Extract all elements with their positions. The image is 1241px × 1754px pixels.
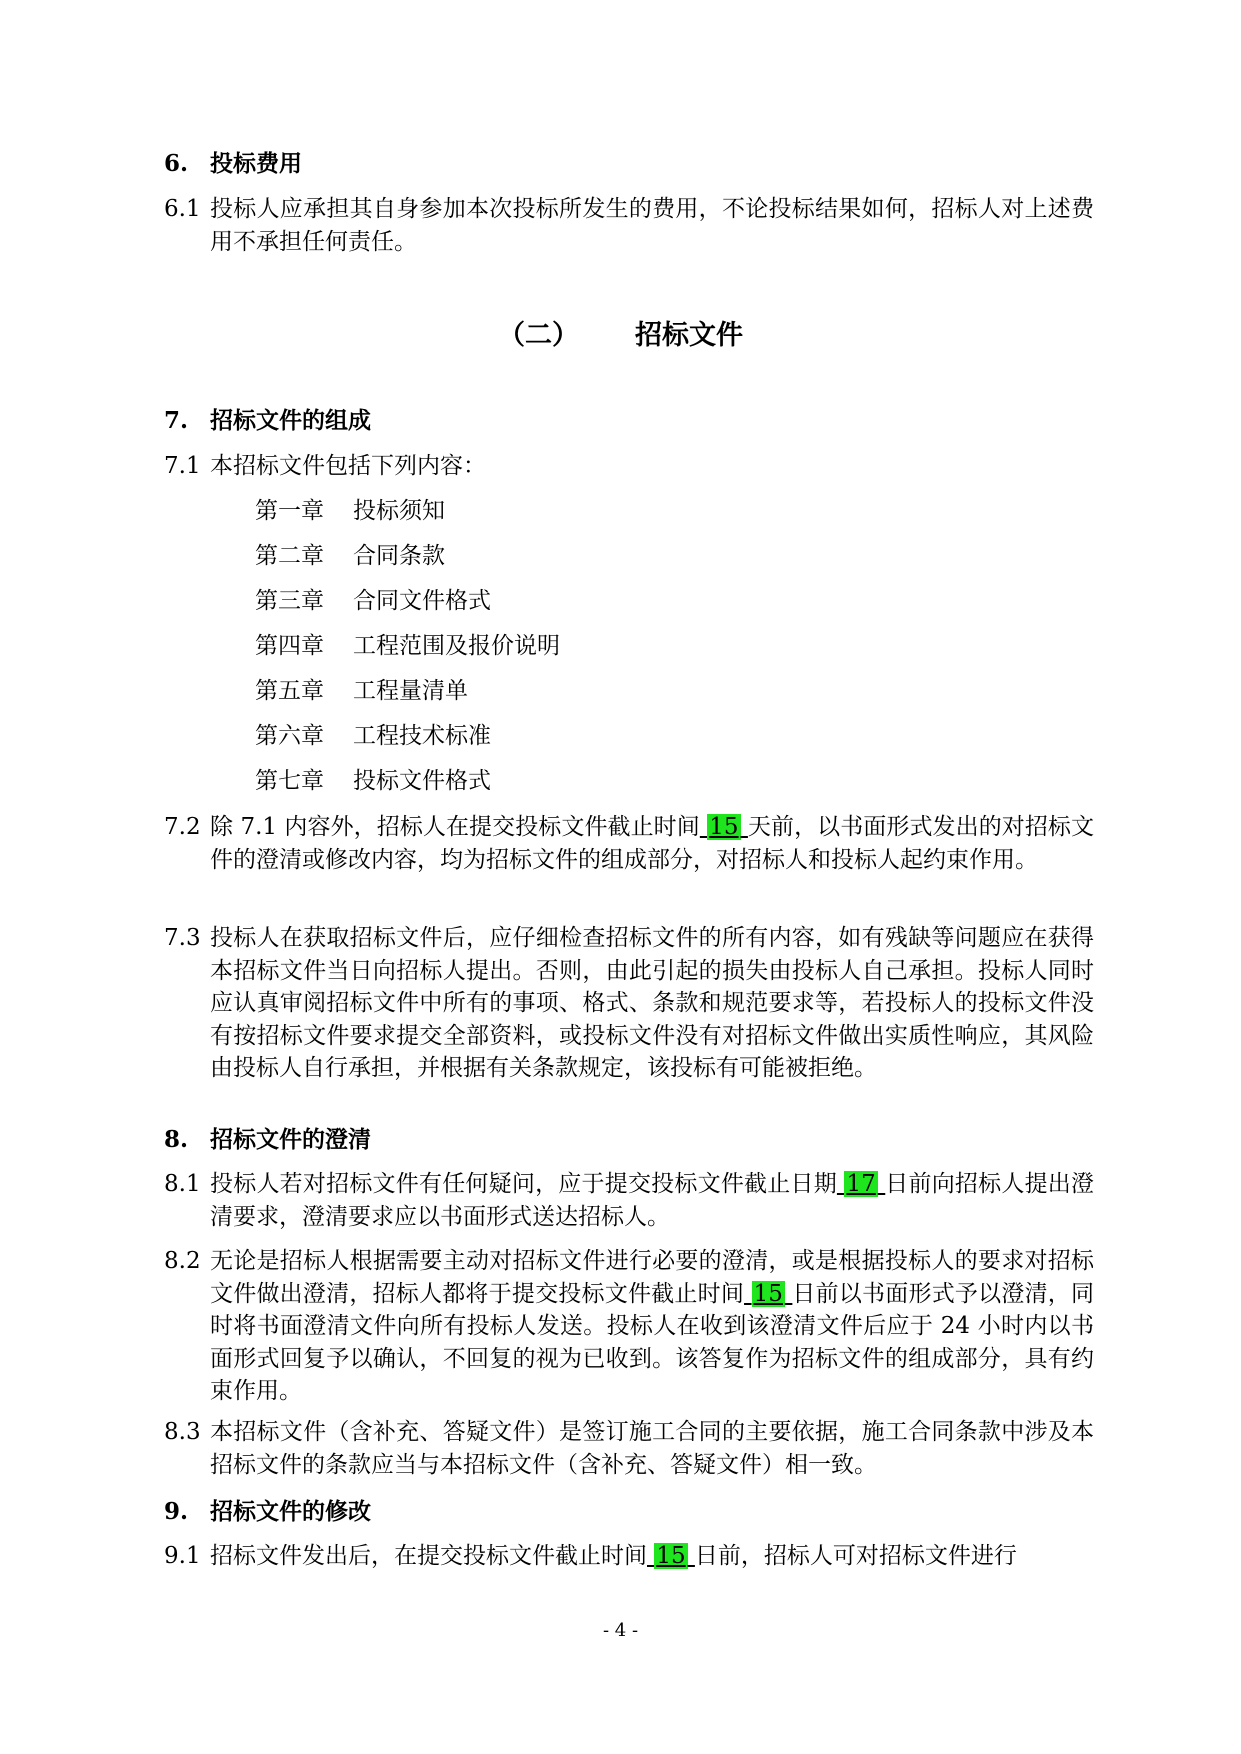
clause-text-part: 招标文件发出后，在提交投标文件截止时间 bbox=[210, 1543, 647, 1569]
chapter-number: 第三章 bbox=[255, 588, 324, 614]
chapter-number: 第一章 bbox=[255, 498, 324, 524]
chapter-title: 工程量清单 bbox=[353, 678, 468, 704]
days-blank bbox=[647, 1543, 695, 1569]
clause-text-part: 日前，招标人可对招标文件进行 bbox=[694, 1543, 1017, 1569]
clause-number: 7.2 bbox=[164, 814, 201, 840]
chapter-item bbox=[255, 630, 560, 662]
clause-8-2 bbox=[164, 1245, 1094, 1408]
heading-number: 9. bbox=[164, 1498, 189, 1525]
clause-7-1 bbox=[164, 450, 1094, 483]
clause-8-3 bbox=[164, 1416, 1094, 1481]
clause-6-1 bbox=[164, 193, 1094, 258]
days-blank bbox=[837, 1171, 885, 1197]
heading-text: 招标文件的组成 bbox=[210, 407, 371, 434]
chapter-number: 第七章 bbox=[255, 768, 324, 794]
clause-number: 8.2 bbox=[164, 1248, 201, 1274]
chapter-title: 工程范围及报价说明 bbox=[353, 633, 560, 659]
chapter-title: 合同条款 bbox=[353, 543, 445, 569]
heading-text: 招标文件的澄清 bbox=[210, 1126, 371, 1153]
heading-text: 招标文件的修改 bbox=[210, 1498, 371, 1525]
clause-9-1 bbox=[164, 1540, 1094, 1573]
page-number: - 4 - bbox=[602, 1620, 639, 1641]
clause-text: 本招标文件包括下列内容： bbox=[210, 453, 486, 479]
clause-text-part: 除 7.1 内容外，招标人在提交投标文件截止时间 bbox=[210, 814, 700, 840]
clause-number: 7.3 bbox=[164, 925, 201, 951]
chapter-item bbox=[255, 495, 445, 527]
chapter-number: 第四章 bbox=[255, 633, 324, 659]
chapter-title: 工程技术标准 bbox=[353, 723, 491, 749]
days-highlight: 15 bbox=[709, 814, 739, 840]
heading-number: 6. bbox=[164, 150, 189, 177]
clause-number: 8.3 bbox=[164, 1419, 201, 1445]
clause-7-3 bbox=[164, 922, 1094, 1085]
clause-8-1 bbox=[164, 1168, 1094, 1233]
days-blank bbox=[744, 1281, 792, 1307]
clause-text: 投标人在获取招标文件后，应仔细检查招标文件的所有内容，如有残缺等问题应在获得本招标文件当日向招标人提出。否则，由此引起的损失由投标人自己承担。投标人同时应认真审阅招标文件中所有的事项、格式、条款和规范要求等，若投标人的投标文件没有按招标文件要求提交全部资料，或投标文件没有对招标文件做出实质性响应，其风险由投标人自行承担，并根据有关条款规定，该投标有可能被拒绝。 bbox=[210, 925, 1094, 1081]
chapter-item bbox=[255, 540, 445, 572]
chapter-item bbox=[255, 765, 491, 797]
heading-6 bbox=[164, 148, 302, 180]
chapter-item bbox=[255, 585, 491, 617]
clause-text bbox=[210, 811, 1094, 876]
clause-text: 本招标文件（含补充、答疑文件）是签订施工合同的主要依据，施工合同条款中涉及本招标文件的条款应当与本招标文件（含补充、答疑文件）相一致。 bbox=[210, 1419, 1094, 1478]
chapter-title: 投标须知 bbox=[353, 498, 445, 524]
days-highlight: 15 bbox=[656, 1543, 686, 1569]
clause-text-part: 无论是招标人根据需要主动对招标文件进行必要的澄清，或是根据投标人的要求对招标文件做出澄清，招标人都将于提交投标文件截止时间 bbox=[210, 1248, 1094, 1307]
days-blank bbox=[700, 814, 748, 840]
clause-number: 9.1 bbox=[164, 1543, 201, 1569]
days-highlight: 17 bbox=[846, 1171, 876, 1197]
heading-8 bbox=[164, 1124, 371, 1156]
clause-text bbox=[210, 1168, 1094, 1233]
heading-text: 投标费用 bbox=[210, 150, 302, 177]
chapter-item bbox=[255, 720, 491, 752]
heading-7 bbox=[164, 405, 371, 437]
chapter-number: 第六章 bbox=[255, 723, 324, 749]
clause-number: 8.1 bbox=[164, 1171, 201, 1197]
clause-text: 投标人应承担其自身参加本次投标所发生的费用，不论投标结果如何，招标人对上述费用不承担任何责任。 bbox=[210, 196, 1094, 255]
days-highlight: 15 bbox=[753, 1280, 783, 1307]
section-title-number: （二） bbox=[498, 320, 579, 351]
chapter-title: 投标文件格式 bbox=[353, 768, 491, 794]
section-title-text: 招标文件 bbox=[635, 320, 743, 351]
section-title bbox=[0, 318, 1241, 354]
chapter-title: 合同文件格式 bbox=[353, 588, 491, 614]
heading-number: 7. bbox=[164, 407, 189, 434]
clause-7-2 bbox=[164, 811, 1094, 876]
clause-number: 6.1 bbox=[164, 196, 201, 222]
clause-text-part: 投标人若对招标文件有任何疑问，应于提交投标文件截止日期 bbox=[210, 1171, 837, 1197]
chapter-item bbox=[255, 675, 468, 707]
clause-text-part: 日前向招标人提出澄清要求，澄清要求应以书面形式送达招标人。 bbox=[210, 1171, 1094, 1230]
clause-number: 7.1 bbox=[164, 453, 201, 479]
chapter-number: 第二章 bbox=[255, 543, 324, 569]
clause-text-part: 日前以书面形式予以澄清，同时将书面澄清文件向所有投标人发送。投标人在收到该澄清文件后应于 24 小时内以书面形式回复予以确认，不回复的视为已收到。该答复作为招标文件的组成部分，具有约束作用。 bbox=[210, 1280, 1094, 1404]
heading-9 bbox=[164, 1496, 371, 1528]
clause-text-part: 天前，以书面形式发出的对招标文件的澄清或修改内容，均为招标文件的组成部分，对招标人和投标人起约束作用。 bbox=[210, 814, 1094, 873]
clause-text bbox=[210, 1245, 1094, 1408]
heading-number: 8. bbox=[164, 1126, 189, 1153]
chapter-number: 第五章 bbox=[255, 678, 324, 704]
clause-text bbox=[210, 1540, 1094, 1573]
